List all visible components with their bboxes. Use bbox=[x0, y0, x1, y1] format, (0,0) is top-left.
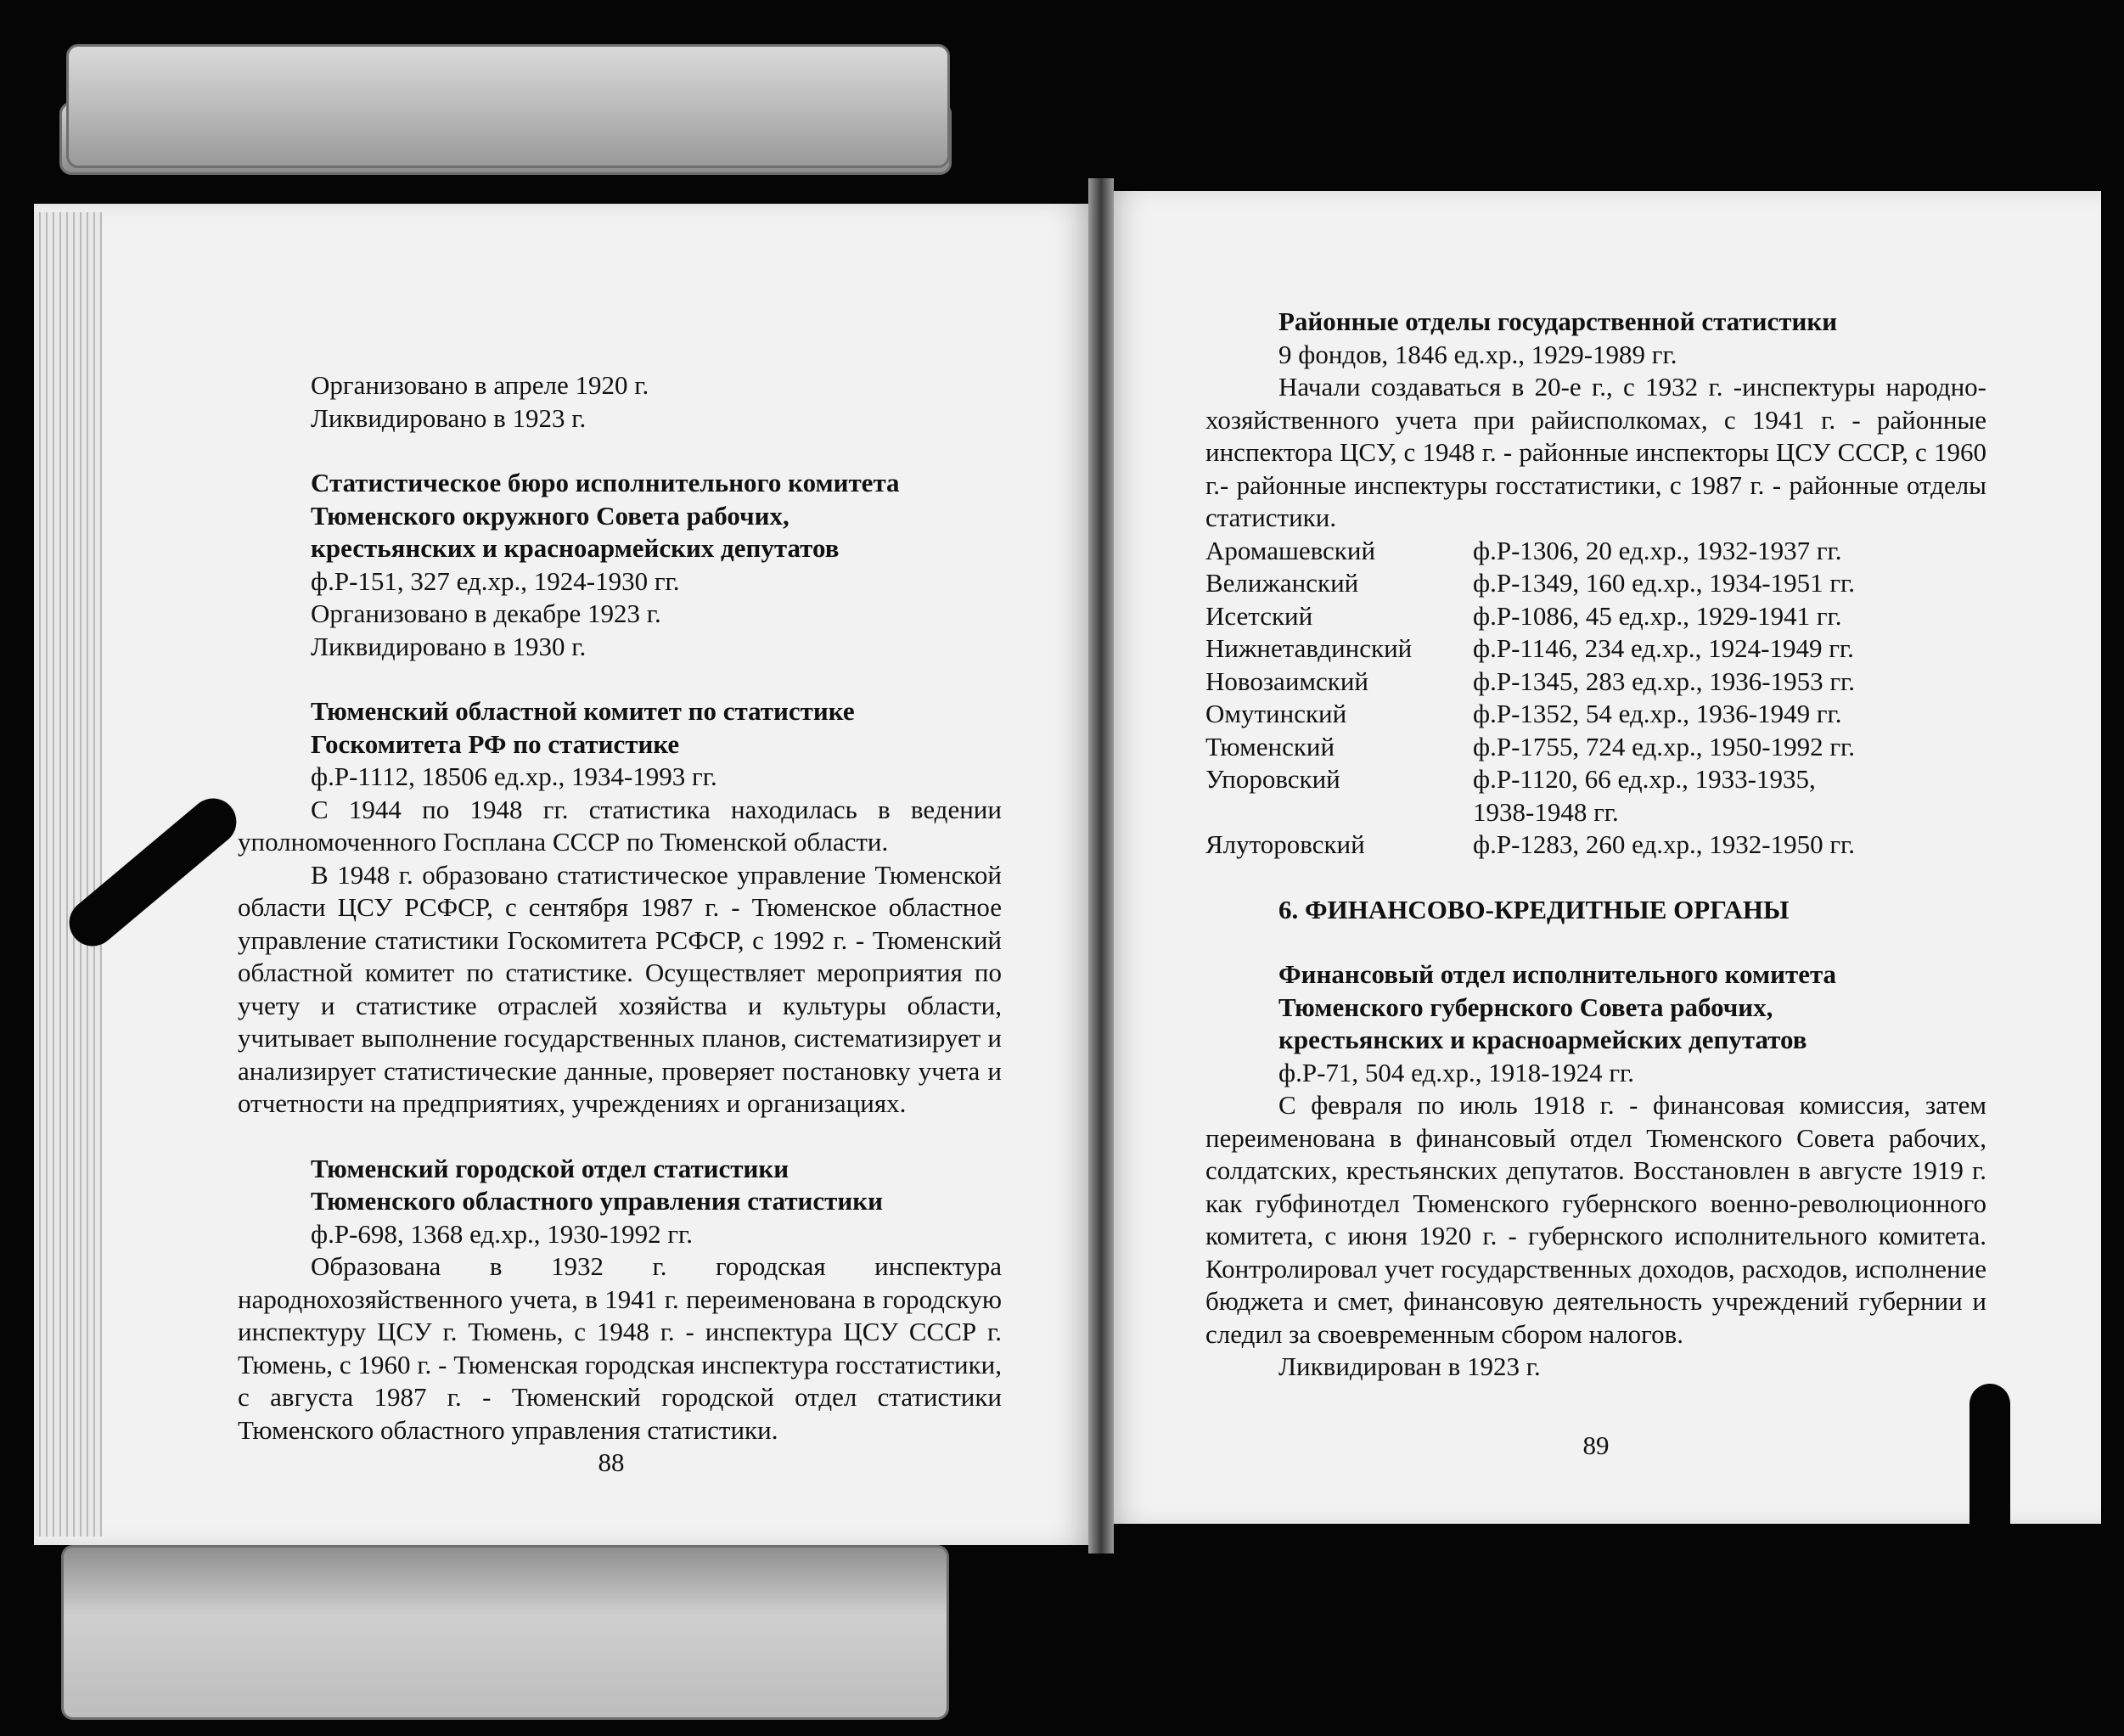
section-district-departments bbox=[1205, 306, 1986, 862]
intro-block bbox=[238, 369, 1002, 435]
section-title-line: Тюменского окружного Совета рабочих, bbox=[311, 500, 789, 531]
section-regional-committee bbox=[238, 695, 1002, 1121]
section-city-department bbox=[238, 1153, 1002, 1447]
district-name: Велижанский bbox=[1205, 568, 1359, 598]
body-paragraph: Образована в 1932 г. городская инспектура народнохозяйственного учета, в 1941 г. переименована в городскую инспектуру ЦСУ г. Тюмень, с 1948 г. - инспектура ЦСУ СССР г. Тюмень, с 1960 г. - Тюменская городская инспектура госстатистики, с августа 1987 г. - Тюменский городской отдел статистики Тюменского областного управления статистики. bbox=[238, 1251, 1002, 1445]
section-title-line: Тюменский городской отдел статистики bbox=[311, 1153, 789, 1183]
section-title: Районные отделы государственной статистики bbox=[1278, 306, 1838, 336]
district-name: Упоровский bbox=[1205, 764, 1340, 794]
book-stack-bottom bbox=[61, 1545, 949, 1720]
section-title-line: Госкомитета РФ по статистике bbox=[311, 728, 680, 759]
district-fund: ф.Р-1146, 234 ед.хр., 1924-1949 гг. bbox=[1473, 633, 1854, 663]
district-name: Омутинский bbox=[1205, 699, 1347, 728]
intro-line: Организовано в апреле 1920 г. bbox=[311, 370, 649, 400]
district-fund: ф.Р-1086, 45 ед.хр., 1929-1941 гг. bbox=[1473, 600, 1842, 631]
district-name bbox=[1205, 796, 1473, 829]
district-fund: ф.Р-1755, 724 ед.хр., 1950-1992 гг. bbox=[1473, 731, 1856, 761]
page-number: 89 bbox=[1582, 1430, 1610, 1460]
bookmark-tab bbox=[1969, 1384, 2010, 1545]
district-name: Аромашевский bbox=[1205, 535, 1376, 565]
section-title-line: Тюменский областной комитет по статистике bbox=[311, 696, 855, 726]
district-fund: ф.Р-1306, 20 ед.хр., 1932-1937 гг. bbox=[1473, 535, 1842, 565]
right-page-text bbox=[1205, 306, 1986, 1384]
fund-reference: 9 фондов, 1846 ед.хр., 1929-1989 гг. bbox=[1278, 339, 1677, 369]
chapter-heading: 6. ФИНАНСОВО-КРЕДИТНЫЕ ОРГАНЫ bbox=[1278, 894, 1790, 924]
district-fund: ф.Р-1120, 66 ед.хр., 1933-1935, bbox=[1473, 764, 1816, 794]
district-name: Новозаимский bbox=[1205, 666, 1369, 696]
fund-reference: ф.Р-71, 504 ед.хр., 1918-1924 гг. bbox=[1278, 1057, 1635, 1087]
section-title-line: крестьянских и красноармейских депутатов bbox=[1278, 1025, 1807, 1054]
right-page bbox=[1104, 191, 2101, 1524]
district-fund: ф.Р-1345, 283 ед.хр., 1936-1953 гг. bbox=[1473, 666, 1856, 696]
left-page bbox=[34, 204, 1095, 1545]
fund-reference: ф.Р-151, 327 ед.хр., 1924-1930 гг. bbox=[311, 565, 680, 596]
book-stack-top bbox=[66, 44, 950, 168]
text-line: Организовано в декабре 1923 г. bbox=[311, 598, 661, 628]
fund-reference: ф.Р-1112, 18506 ед.хр., 1934-1993 гг. bbox=[311, 761, 717, 791]
page-number: 88 bbox=[598, 1447, 625, 1477]
body-paragraph: С 1944 по 1948 гг. статистика находилась в ведении уполномоченного Госплана СССР по Тюменской области. bbox=[238, 794, 1002, 857]
district-fund: ф.Р-1283, 260 ед.хр., 1932-1950 гг. bbox=[1473, 829, 1856, 859]
section-title-line: Статистическое бюро исполнительного комитета bbox=[311, 468, 900, 497]
body-paragraph: С февраля по июль 1918 г. - финансовая комиссия, затем переименована в финансовый отдел Тюменского Совета рабочих, солдатских, крестьянских депутатов. Восстановлен в августе 1919 г. как губфинотдел Тюменского губернского военно-революционного комитета, с июня 1920 г. - губернского исполнительного комитета. Контролировал учет государственных доходов, расходов, исполнение бюджета и смет, финансовую деятельность учреждений губернии и следил за своевременным сбором налогов. bbox=[1205, 1090, 1986, 1349]
district-fund: ф.Р-1349, 160 ед.хр., 1934-1951 гг. bbox=[1473, 568, 1856, 598]
closing-line: Ликвидирован в 1923 г. bbox=[1278, 1351, 1541, 1381]
left-page-text bbox=[238, 369, 1002, 1447]
intro-line: Ликвидировано в 1923 г. bbox=[311, 402, 587, 433]
district-fund: 1938-1948 гг. bbox=[1473, 796, 1619, 827]
fund-reference: ф.Р-698, 1368 ед.хр., 1930-1992 гг. bbox=[311, 1218, 694, 1249]
section-statistical-bureau bbox=[238, 467, 1002, 663]
district-fund: ф.Р-1352, 54 ед.хр., 1936-1949 гг. bbox=[1473, 699, 1842, 728]
body-paragraph: В 1948 г. образовано статистическое управление Тюменской области ЦСУ РСФСР, с сентября 1987 г. - Тюменское областное управление статистики Госкомитета РСФСР, с 1992 г. - Тюменский областной комитет по статистике. Осуществляет мероприятия по учету и статистике отраслей хозяйства и культуры области, учитывает выполнение государственных планов, систематизирует и анализирует статистические данные, проверяет постановку учета и отчетности на предприятиях, учреждениях и организациях. bbox=[238, 859, 1002, 1118]
district-name: Исетский bbox=[1205, 600, 1313, 631]
section-title-line: Финансовый отдел исполнительного комитета bbox=[1278, 959, 1837, 989]
districts-table bbox=[1205, 535, 1986, 862]
page-edges bbox=[34, 212, 102, 1537]
section-title-line: крестьянских и красноармейских депутатов bbox=[311, 533, 840, 563]
text-line: Ликвидировано в 1930 г. bbox=[311, 631, 587, 661]
district-name: Нижнетавдинский bbox=[1205, 633, 1413, 663]
book-gutter bbox=[1088, 178, 1114, 1553]
section-finance-department bbox=[1205, 958, 1986, 1384]
body-paragraph: Начали создаваться в 20-е г., с 1932 г. -инспектуры народно-хозяйственного учета при райисполкомах, с 1941 г. - районные инспектора ЦСУ, с 1948 г. - районные инспекторы ЦСУ СССР, с 1960 г.- районные инспектуры госстатистики, с 1987 г. - районные отделы статистики. bbox=[1205, 372, 1986, 532]
section-title-line: Тюменского губернского Совета рабочих, bbox=[1278, 992, 1773, 1022]
district-name: Ялуторовский bbox=[1205, 829, 1365, 859]
section-title-line: Тюменского областного управления статистики bbox=[311, 1186, 883, 1216]
district-name: Тюменский bbox=[1205, 731, 1335, 761]
